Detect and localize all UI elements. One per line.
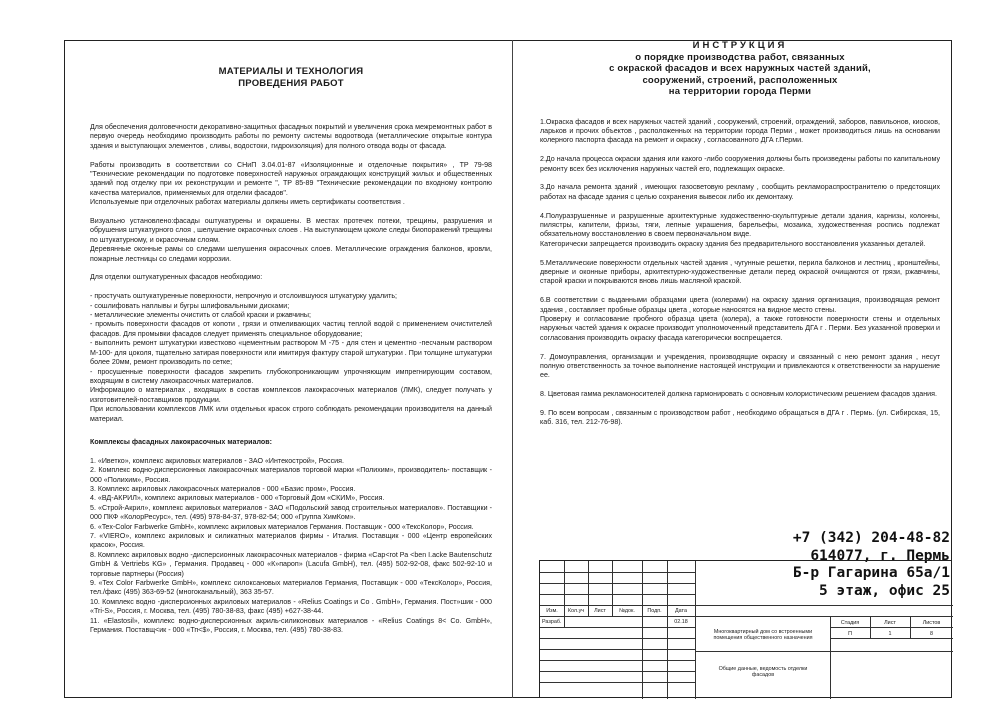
stamp-header-izm: Изм. [546, 608, 558, 614]
instruction-item-4b: Категорически запрещается производить окраску здания без предварительного восстановления указанных деталей. [540, 239, 926, 248]
stamp-header-kolich: Кол.уч [567, 608, 585, 614]
list-item: 11. «Elastosil», комплекс водно-дисперсионных акриль-силиконовых материалов - «Relius Coatings 8< Со. GmbH», Германия. Поставщ<ик - 000 «Тп<$», Россия, г. Москва, тел. (495) 780-38-83. [90, 616, 492, 635]
title-block [539, 560, 952, 698]
stamp-sheet-header: Лист [884, 620, 896, 626]
inspection-paragraph-2: Деревянные оконные рамы со следами шелушения окрасочных слоев. Металлические ограждения балконов, кровли, пожарные лестницы со следами коррозии. [90, 245, 492, 263]
instruction-item-6: 6.В соответствии с выданными образцами цвета (колерами) на окраску здания организация, производящая ремонт здания , составляет пробные образцы цвета , которые наносятся на видное место стены. [540, 296, 940, 314]
stamp-line [540, 682, 695, 683]
materials-title [90, 66, 492, 89]
instruction-title [540, 40, 940, 98]
stamp-developer-label: Разраб. [542, 619, 562, 625]
stamp-line [540, 649, 695, 650]
stamp-header-list: Лист [594, 608, 606, 614]
instruction-item-1: 1.Окраска фасадов и всех наружных частей зданий , сооружений, строений, ограждений, заборов, павильонов, киосков, ларьков и прочих объектов , расположенных на территории города Перми , может производиться лишь на основании колерного паспорта фасада на ремонт и окраску , согласованного ДГА г.Перми. [540, 117, 940, 145]
instruction-item-8: 8. Цветовая гамма рекламоносителей должна гармонировать с основным колористическим решением фасадов здания. [540, 390, 937, 399]
stamp-line [540, 671, 695, 672]
stamp-line [695, 561, 696, 699]
instruction-title-line1: ИНСТРУКЦИЯ [692, 40, 788, 51]
contact-office: 5 этаж, офис 25 [819, 582, 950, 599]
stamp-line [540, 638, 695, 639]
stamp-line [540, 616, 953, 617]
list-item: 9. «Tex Color Farbwerke GmbH», комплекс силоксановых материалов Германия, Поставщик - 000 «ТексКолор», Россия, тел./факс (495) 363-69-52 (многоканальный), 363 35-57. [90, 579, 492, 597]
instruction-item-9: 9. По всем вопросам , связанным с производством работ , необходимо обращаться в ДГА г . Пермь. (ул. Сибирская, 15, каб. 316, тел. 212-76-98). [540, 408, 940, 427]
list-item: 7. «VIERO», комплекс акриловых и силикатных материалов фирмы - Италия. Поставщик - 000 «Центр европейских красок», Россия. [90, 531, 492, 550]
list-item: - простучать оштукатуренные поверхности, непрочную и отслоившуюся штукатурку удалить; [90, 292, 397, 301]
stamp-line [564, 561, 565, 627]
instruction-item-5: 5.Металлические поверхности отдельных частей здания , чугунные решетки, перила балконов и лестниц , кронштейны, дверные и оконные приборы, архитектурно-художественные детали перед окраской очищаются от грязи, ржавчины, старой краски и покрываются вновь лишь масляной краской. [540, 258, 940, 286]
stamp-line [830, 638, 953, 639]
materials-section [90, 60, 492, 635]
instruction-item-3: 3.До начала ремонта зданий , имеющих газосветовую рекламу , сообщить рекламораспространителю о предстоящих работах на фасаде здания с целью сохранения вывесок либо их демонтажу. [540, 183, 940, 201]
stamp-sheets-value: 8 [930, 631, 933, 637]
stamp-stage-header: Стадия [840, 620, 860, 626]
list-item: 4. «ВД-АКРИЛ», комплекс акриловых материалов - 000 «Торговый Дом «СКИМ», Россия. [90, 494, 385, 503]
inspection-paragraph: Визуально установлено:фасады оштукатурены и окрашены. В местах протечек потеки, трещины, разрушения и обрушения штукатурного слоя , шелушение окрасочных слоев . На выступающем цоколе следы биопоражений трещины по штукатурному, и окрасочным слоям. [90, 217, 492, 244]
stamp-header-sign: Подп. [647, 608, 662, 614]
contact-phone: +7 (342) 204-48-82 [792, 530, 950, 546]
stamp-line [667, 561, 668, 699]
instruction-section [540, 40, 940, 437]
list-item: - сошлифовать наплывы и бугры шлифовальными дисками; [90, 301, 290, 310]
stamp-stage-value: П [848, 631, 852, 637]
instruction-title-line4: сооружений, строений, расположенных [642, 74, 838, 86]
list-item: 8. Комплекс акриловых водно -дисперсионных лакокрасочных материалов - фирма «Сар<rot Ра <ben I.acke Bautenschutz GmbH & Vertriebs KG» , Германия. Продавец - 000 «К»пароп» (Lacufa GmbH), тел. (495) 502-92-08, факс 502-92-10 и торговые партнеры (Россия) [90, 550, 493, 578]
requirements-intro: Для отделки оштукатуренных фасадов необходимо: [90, 273, 263, 282]
contact-city: 614077, г. Пермь [810, 547, 950, 564]
column-divider [512, 40, 513, 698]
stamp-line [540, 627, 695, 628]
materials-list [90, 457, 492, 636]
stamp-line [830, 651, 831, 699]
stamp-line [642, 561, 643, 699]
stamp-line [540, 605, 953, 606]
stamp-line [830, 627, 953, 628]
instruction-title-line5: на территории города Перми [668, 86, 812, 97]
standards-paragraph: Работы производить в соответствии со СНиП 3.04.01-87 «Изоляционные и отделочные покрытия» , ТР 79-98 "Технические рекомендации по подготовке поверхностей наружных ограждающих конструкций жилых и общественных зданий под отделку при их реконструкции и ремонте ", ТР 85-89 "Технические рекомендации по входному контролю качества материалов, применяемых для отделки фасадов". [90, 160, 492, 197]
list-item: 1. «Иветко», комплекс акриловых материалов - ЗАО «Интекострой», Россия. [90, 456, 344, 465]
list-item: 6. «Tex-Color Farbwerke GmbH», комплекс акриловых материалов Германия. Поставщик - 000 «ТексКолор», Россия. [90, 522, 474, 531]
requirements-list [90, 292, 492, 424]
list-item: Информацию о материалах , входящих в состав комплексов лакокрасочных материалов (ЛМК), следует получать у изготовителей-поставщиков продукции. [90, 386, 492, 404]
stamp-project-name: Многоквартирный дом со встроенными помещения общественного назначения [713, 629, 813, 641]
intro-paragraph: Для обеспечения долговечности декоративно-защитных фасадных покрытий и увеличения срока межремонтных работ в первую очередь необходимо производить работы по ремонту системы водоотвода (металлические открытые контура здания и выступающих элементов , сливы, водостоки, гидроизоляция) для полного отвода воды от фасада. [90, 123, 492, 150]
materials-title-line1: МАТЕРИАЛЫ И ТЕХНОЛОГИЯ [218, 66, 364, 77]
list-item: 3. Комплекс акриловых лакокрасочных материалов - 000 «Базис пром», Россия. [90, 484, 356, 493]
list-item: При использовании комплексов ЛМК или отдельных красок строго соблюдать рекомендации производителя на данный материал. [90, 405, 492, 423]
stamp-sheets-header: Листов [922, 620, 941, 626]
instruction-item-6b: Проверку и согласование пробного образца цвета (колера), а также готовности поверхности стены и отдельных наружных частей здания к окраске производит уполномоченный представитель ДГА г . Перми. Без указанной проверки и согласования производить окраску фасада категорически воспрещается. [540, 314, 940, 342]
stamp-sheet-value: 1 [888, 631, 892, 637]
instruction-item-4: 4.Полуразрушенные и разрушенные архитектурные художественно-скульптурные детали здания, карнизы, колонны, пилястры, капители, фризы, тяги, лепные украшения, барельефы, мозаика, художественная роспись подлежат обязательному восстановлению в своем первоначальном виде. [540, 211, 940, 239]
materials-title-line2: ПРОВЕДЕНИЯ РАБОТ [238, 77, 344, 89]
instruction-item-2: 2.До начала процесса окраски здания или какого -либо сооружения должны быть произведены работы по капитальному ремонту всех без исключения наружных частей его, подлежащих окраске. [540, 155, 940, 173]
list-item: - металлические элементы очистить от слабой краски и ржавчины; [90, 311, 311, 320]
contact-street: Б-р Гагарина 65а/1 [792, 565, 950, 581]
list-item: - выполнить ремонт штукатурки известково «цементным раствором М -75 - для стен и цементно -песчаным раствором М-100- для цоколя, тщательно затирая поверхности или имитируя фактуру старой штукатурки . При толщине штукатурки более 20мм, ремонт производить по сетке; [90, 339, 492, 367]
list-item: 5. «Строй-Акрил», комплекс акриловых материалов - ЗАО «Подольский завод строительных материалов». Поставщики - 000 ПКФ «КолорРесурс», тел. (495) 978-84-37, 978-82-54; 000 «Группа ХимКом». [90, 503, 492, 522]
list-item: - просушенные поверхности фасадов закрепить глубокопроникающим упрочняющим импрегнирующим составом, входящим в систему лакокрасочных материалов. [90, 367, 492, 385]
list-item: 10. Комплекс водно -дисперсионных акриловых материалов - «Relius Coatings и Со . GmbH», Германия. Пост»шик - 000 «Tri-S», Россия, г. Москва, тел. (495) 780-38-83, факс (495) +627-38-44. [90, 597, 492, 616]
materials-subtitle: Комплексы фасадных лакокрасочных материалов: [90, 437, 272, 446]
list-item: 2. Комплекс водно-дисперсионных лакокрасочных материалов торговой марки «Полихим», производитель- поставщик - 000 «Полихим», Россия. [90, 466, 492, 484]
list-item: - промыть поверхности фасадов от копоти , грязи и отмеливающих частиц теплой водой с применением очистителей фасадов. Для промывки фасадов следует применять специальное оборудование; [90, 320, 492, 338]
instruction-title-line2: о порядке производства работ, связанных [635, 51, 845, 63]
certificates-paragraph: Используемые при отделочных работах материалы должны иметь сертификаты соответствия . [90, 198, 405, 207]
instruction-item-7: 7. Домоуправления, организации и учреждения, производящие окраску и связанный с нею ремонт здания , несут полную ответственность за точное выполнение настоящей инструкции и привлекаются к ответственности за нарушение ее. [540, 352, 940, 380]
stamp-header-date: Дата [675, 608, 687, 614]
stamp-document-name: Общие данные, ведомость отделки фасадов [718, 666, 808, 678]
stamp-date-value: 02.18 [674, 619, 688, 625]
stamp-header-doc: №док. [619, 608, 635, 614]
stamp-line [540, 660, 695, 661]
stamp-line [695, 651, 953, 652]
instruction-title-line3: с окраской фасадов и всех наружных частей зданий, [609, 63, 871, 74]
